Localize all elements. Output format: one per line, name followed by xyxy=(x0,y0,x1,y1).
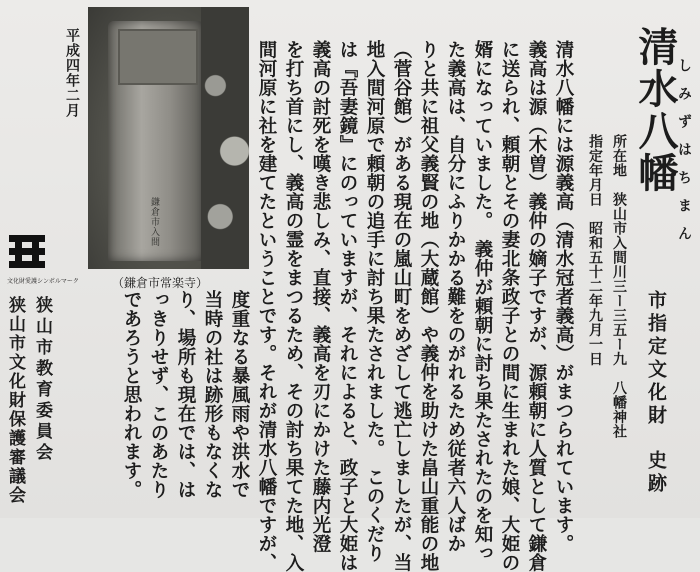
title-reading: しみずはちまん xyxy=(676,58,692,254)
monument-inscription: 鎌倉市入間 xyxy=(149,197,159,247)
body-line: た義高は、自分にふりかかる難をのがれるため従者六人ばか xyxy=(445,40,466,553)
stone-monument-photo xyxy=(88,7,249,269)
body-line: 義高は源（木曽）義仲の嫡子ですが、源頼朝に人質として鎌倉 xyxy=(526,40,547,572)
body-line: （菅谷館）がある現在の嵐山町をめざして逃亡しましたが、当 xyxy=(391,40,412,572)
logo-caption: 文化財愛護シンボルマーク xyxy=(7,278,79,285)
designated-date: 指定年月日 昭和五十二年九月一日 xyxy=(587,134,603,366)
body-line: 清水八幡には源義高（清水冠者義高）がまつられています。 xyxy=(553,40,574,553)
body-line: 間河原に社を建てたということです。それが清水八幡ですが、 xyxy=(256,40,277,572)
body-line: であろうと思われます。 xyxy=(121,290,142,499)
designation-category: 史跡 xyxy=(645,450,667,496)
body-line: 地入間河原で頼朝の追手に討ち果たされました。 このくだり xyxy=(364,40,385,563)
body-line: に送られ、頼朝とその妻北条政子との間に生まれた娘、大姫の xyxy=(499,40,520,572)
org-board-of-education: 狭山市教育委員会 xyxy=(32,296,52,464)
body-line: 当時の社は跡形もなくな xyxy=(202,290,223,499)
body-line: 義高の討死を嘆き悲しみ、直接、義高を刃にかけた藤内光澄 xyxy=(310,40,331,553)
body-line: 婿になっていました。 義仲が頼朝に討ち果たされたのを知っ xyxy=(472,40,493,563)
body-line: っきりせず、このあたり xyxy=(148,290,169,499)
sign-date: 平成四年二月 xyxy=(64,28,80,118)
body-line: を打ち首にし、義高の霊をまつるため、その討ち果てた地、入 xyxy=(283,40,304,572)
designation-label: 市指定文化財 xyxy=(645,290,667,428)
body-line: 度重なる暴風雨や洪水で xyxy=(229,290,250,499)
body-line: り、場所も現在では、は xyxy=(175,290,196,499)
body-line: は『吾妻鏡』にのっていますが、それによると、政子と大姫は xyxy=(337,40,358,572)
cultural-property-symbol-icon xyxy=(8,233,46,271)
designation xyxy=(646,290,665,496)
foliage xyxy=(201,7,249,269)
location-text: 所在地 狭山市入間川三ー三五ー九 八幡神社 xyxy=(611,134,627,439)
monument-plaque xyxy=(118,29,198,85)
page-title: 清水八幡 xyxy=(632,26,679,194)
org-cultural-council: 狭山市文化財保護審議会 xyxy=(5,296,25,505)
body-line: りと共に祖父義賢の地（大蔵館）や義仲を助けた畠山重能の地 xyxy=(418,40,439,572)
photo-caption: （鎌倉市常楽寺） xyxy=(112,276,209,290)
